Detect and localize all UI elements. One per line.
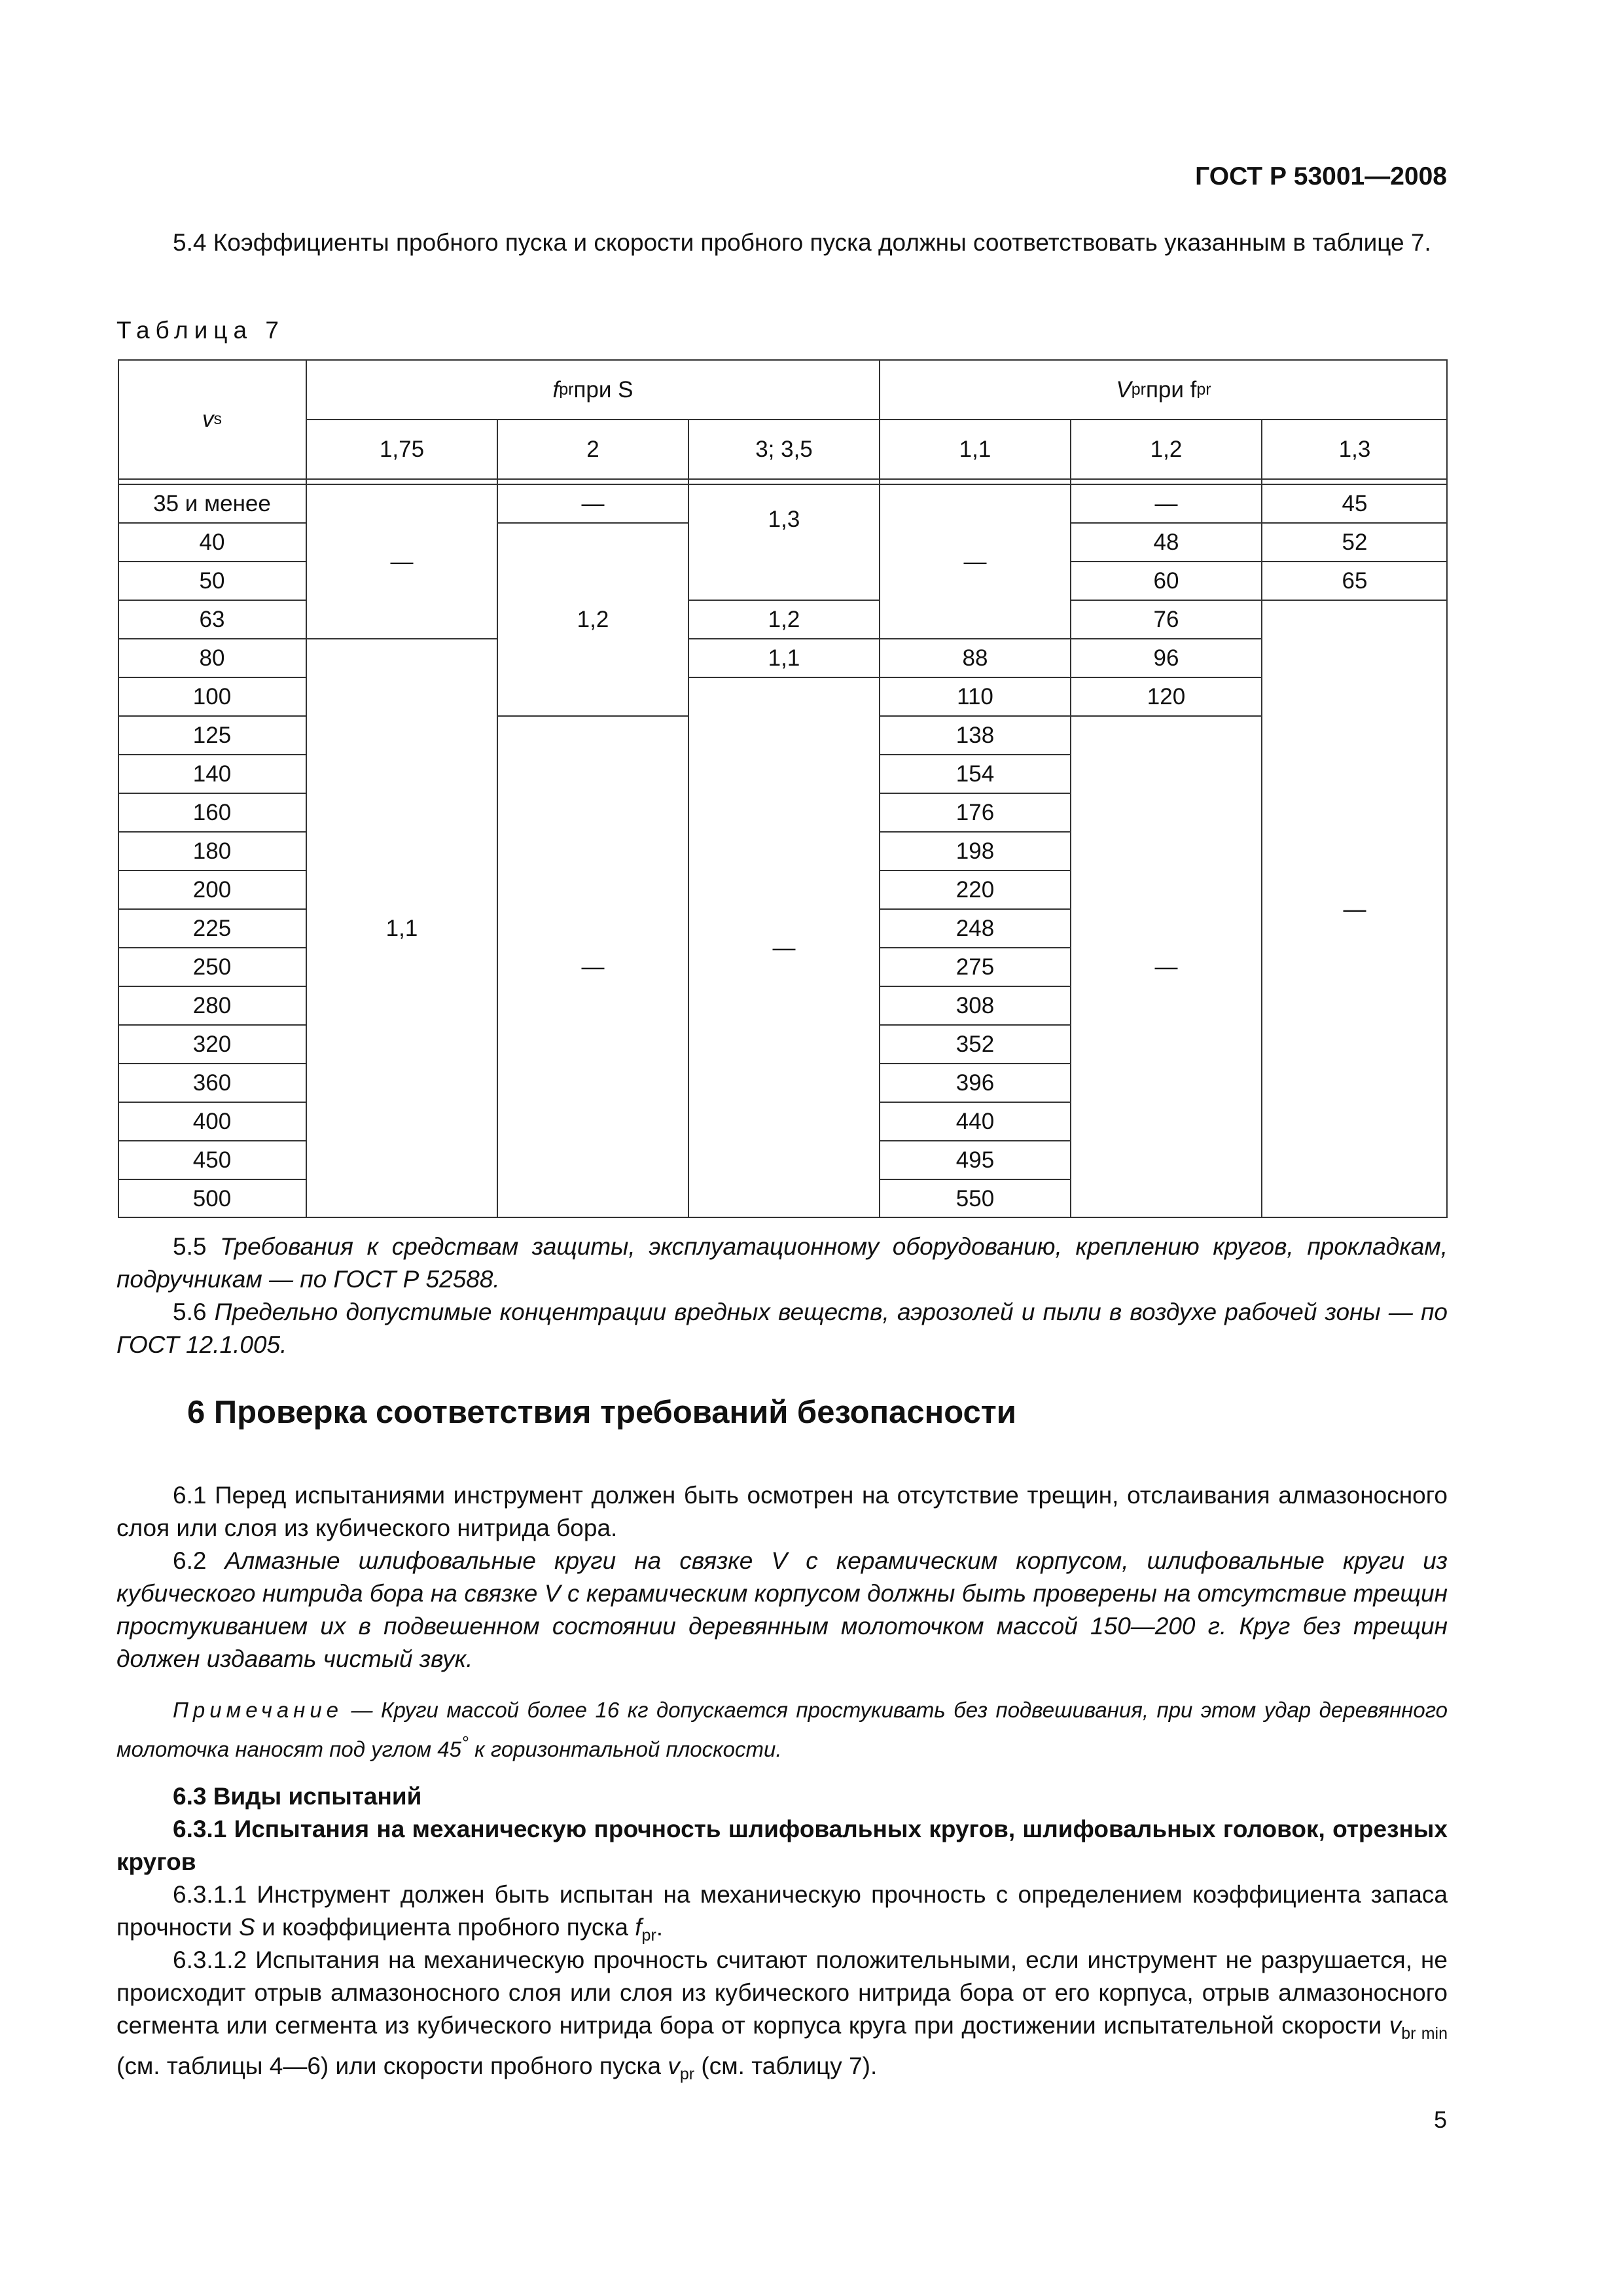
symbol-vbr: v <box>1389 2012 1402 2039</box>
header-fpr-2: 2 <box>586 437 599 462</box>
header-vpr-subscript: pr <box>1131 380 1146 399</box>
header-vpr-mid: при f <box>1145 376 1197 403</box>
cell-fpr35-dash: — <box>772 935 796 961</box>
vs-cell: 450 <box>192 1147 232 1173</box>
paragraph-5-6-number: 5.6 <box>173 1299 207 1325</box>
vs-cell: 35 и менее <box>153 491 271 516</box>
cell-v11: 88 <box>962 645 988 671</box>
header-vs-symbol: v <box>202 406 214 432</box>
section-6-heading: 6 Проверка соответствия требований безопасности <box>187 1395 1016 1430</box>
cell-v13: 45 <box>1342 491 1368 516</box>
page-number: 5 <box>1433 2106 1447 2133</box>
note-paragraph <box>116 1694 1448 1766</box>
paragraph-6-2-text: Алмазные шлифовальные круги на связке V с керамическим корпусом, шлифовальные круги из кубического нитрида бора на связке V с керамическим корпусом должны быть проверены на отсутствие трещин простукиванием их в подвешенном состоянии деревянным молоточком массой 150—200 г. Круг без трещин должен издавать чистый звук. <box>116 1547 1448 1672</box>
header-fpr-175: 1,75 <box>379 437 425 462</box>
paragraph-6-3-1-2-mid: (см. таблицы 4—6) или скорости пробного пуска <box>116 2053 668 2079</box>
paragraph-5-5 <box>116 1230 1448 1296</box>
cell-v11: 220 <box>955 877 995 903</box>
cell-fpr2-dash-top: — <box>581 491 605 516</box>
cell-v12: 76 <box>1153 607 1179 632</box>
vs-cell: 225 <box>192 916 232 941</box>
paragraph-6-3-1-1-mid: и коэффициента пробного пуска <box>255 1914 635 1941</box>
cell-v11: 248 <box>955 916 995 941</box>
cell-v11: 440 <box>955 1109 995 1134</box>
paragraph-6-3-1-2-text: 6.3.1.2 Испытания на механическую прочность считают положительными, если инструмент не разрушается, не происходит отрыв алмазоносного слоя или слоя из кубического нитрида бора от его корпуса, отрыв алмазоносного сегмента или сегмента из кубического нитрида бора от корпуса круга при достижении испытательной скорости <box>116 1946 1448 2039</box>
paragraph-6-3-1: 6.3.1 Испытания на механическую прочность шлифовальных кругов, шлифовальных головок, отрезных кругов <box>116 1816 1448 1875</box>
note-degree: ° <box>461 1732 469 1753</box>
cell-v11: 110 <box>957 684 993 709</box>
note-tail: к горизонтальной плоскости. <box>469 1737 782 1761</box>
paragraph-6-2 <box>116 1545 1448 1676</box>
vs-cell: 140 <box>192 761 232 787</box>
cell-v12: 48 <box>1153 529 1179 555</box>
header-vpr-symbol: V <box>1116 376 1132 403</box>
cell-v11: 396 <box>955 1070 995 1096</box>
cell-fpr2-12: 1,2 <box>577 607 609 632</box>
cell-v12: 60 <box>1153 568 1179 594</box>
header-vpr-12: 1,2 <box>1150 437 1183 462</box>
paragraph-6-2-number: 6.2 <box>173 1547 207 1574</box>
cell-v11: 138 <box>955 723 995 748</box>
paragraph-6-1: 6.1 Перед испытаниями инструмент должен быть осмотрен на отсутствие трещин, отслаивания алмазоносного слоя или слоя из кубического нитрида бора. <box>116 1482 1448 1541</box>
header-vpr-13: 1,3 <box>1338 437 1371 462</box>
header-fpr-tail: при S <box>573 376 633 403</box>
paragraph-6-3: 6.3 Виды испытаний <box>173 1783 422 1810</box>
note-text: — Круги массой более 16 кг допускается простукивать без подвешивания, при этом удар деревянного молоточка наносят под углом 45 <box>116 1698 1448 1761</box>
table-caption: Таблица 7 <box>116 317 285 344</box>
cell-fpr35-11: 1,1 <box>768 645 800 671</box>
cell-v11: 154 <box>955 761 995 787</box>
cell-v11: 352 <box>955 1031 995 1057</box>
vs-cell: 40 <box>199 529 225 555</box>
cell-fpr2-dash-bottom: — <box>581 954 605 980</box>
cell-v11: 198 <box>955 838 995 864</box>
paragraph-5-5-text: Требования к средствам защиты, эксплуатационному оборудованию, креплению кругов, прокладкам, подручникам — по ГОСТ Р 52588. <box>116 1233 1448 1293</box>
header-vpr-11: 1,1 <box>959 437 991 462</box>
paragraph-6-3-1-2 <box>116 1944 1448 2090</box>
header-vs <box>118 359 306 479</box>
cell-v12: 120 <box>1147 684 1186 709</box>
cell-v11: 176 <box>955 800 995 825</box>
cell-v11: 308 <box>955 993 995 1018</box>
vs-cell: 280 <box>192 993 232 1018</box>
symbol-vpr: v <box>668 2053 680 2079</box>
paragraph-6-3-1-1-end: . <box>656 1914 664 1941</box>
paragraph-6-3-1-1 <box>116 1878 1448 1952</box>
cell-v13-dash: — <box>1343 896 1366 922</box>
paragraph-5-5-number: 5.5 <box>173 1233 207 1260</box>
paragraph-5-4: 5.4 Коэффициенты пробного пуска и скорости пробного пуска должны соответствовать указанным в таблице 7. <box>173 229 1431 256</box>
note-label: Примечание <box>173 1698 344 1722</box>
vs-cell: 50 <box>199 568 225 594</box>
header-fpr-symbol: f <box>552 376 560 403</box>
header-fpr-3-35: 3; 3,5 <box>755 437 813 462</box>
header-vs-subscript: s <box>213 410 222 428</box>
vs-cell: 180 <box>192 838 232 864</box>
header-fpr-group <box>306 359 880 420</box>
symbol-fpr-subscript: pr <box>641 1926 656 1945</box>
cell-v13: 52 <box>1342 529 1368 555</box>
paragraph-5-6 <box>116 1296 1448 1361</box>
vs-cell: 400 <box>192 1109 232 1134</box>
vs-cell: 125 <box>192 723 232 748</box>
vs-cell: 63 <box>199 607 225 632</box>
vs-cell: 250 <box>192 954 232 980</box>
header-vpr-group <box>880 359 1448 420</box>
cell-v11-dash: — <box>963 548 987 575</box>
cell-fpr175-11: 1,1 <box>385 916 418 941</box>
symbol-vbr-subscript: br min <box>1401 2024 1448 2043</box>
cell-fpr35-12: 1,2 <box>768 607 800 632</box>
paragraph-5-6-text: Предельно допустимые концентрации вредных веществ, аэрозолей и пыли в воздухе рабочей зоны — по ГОСТ 12.1.005. <box>116 1299 1448 1358</box>
vs-cell: 100 <box>192 684 232 709</box>
paragraph-6-3-1-2-end: (см. таблицу 7). <box>694 2053 878 2079</box>
symbol-fpr: f <box>635 1914 642 1941</box>
vs-cell: 160 <box>192 800 232 825</box>
header-fpr-subscript: pr <box>559 380 574 399</box>
cell-v11: 275 <box>955 954 995 980</box>
vs-cell: 360 <box>192 1070 232 1096</box>
cell-v12-dash: — <box>1154 954 1178 980</box>
vs-cell: 200 <box>192 877 232 903</box>
symbol-s: S <box>239 1914 255 1941</box>
symbol-vpr-subscript: pr <box>679 2065 695 2083</box>
header-vpr-subscript-2: pr <box>1196 380 1211 399</box>
cell-fpr175-dash: — <box>390 548 414 575</box>
document-standard-header: ГОСТ Р 53001—2008 <box>1195 162 1447 190</box>
paragraph-6-3-1-1-text: 6.3.1.1 Инструмент должен быть испытан на механическую прочность с определением коэффициента запаса прочности <box>116 1881 1448 1941</box>
cell-v11: 550 <box>955 1186 995 1211</box>
vs-cell: 320 <box>192 1031 232 1057</box>
cell-v11: 495 <box>955 1147 995 1173</box>
vs-cell: 500 <box>192 1186 232 1211</box>
cell-v13: 65 <box>1342 568 1368 594</box>
table-7 <box>118 359 1448 1218</box>
vs-cell: 80 <box>199 645 225 671</box>
cell-fpr35-13: 1,3 <box>768 507 800 532</box>
cell-v12: 96 <box>1153 645 1179 671</box>
cell-v12: — <box>1154 491 1178 516</box>
